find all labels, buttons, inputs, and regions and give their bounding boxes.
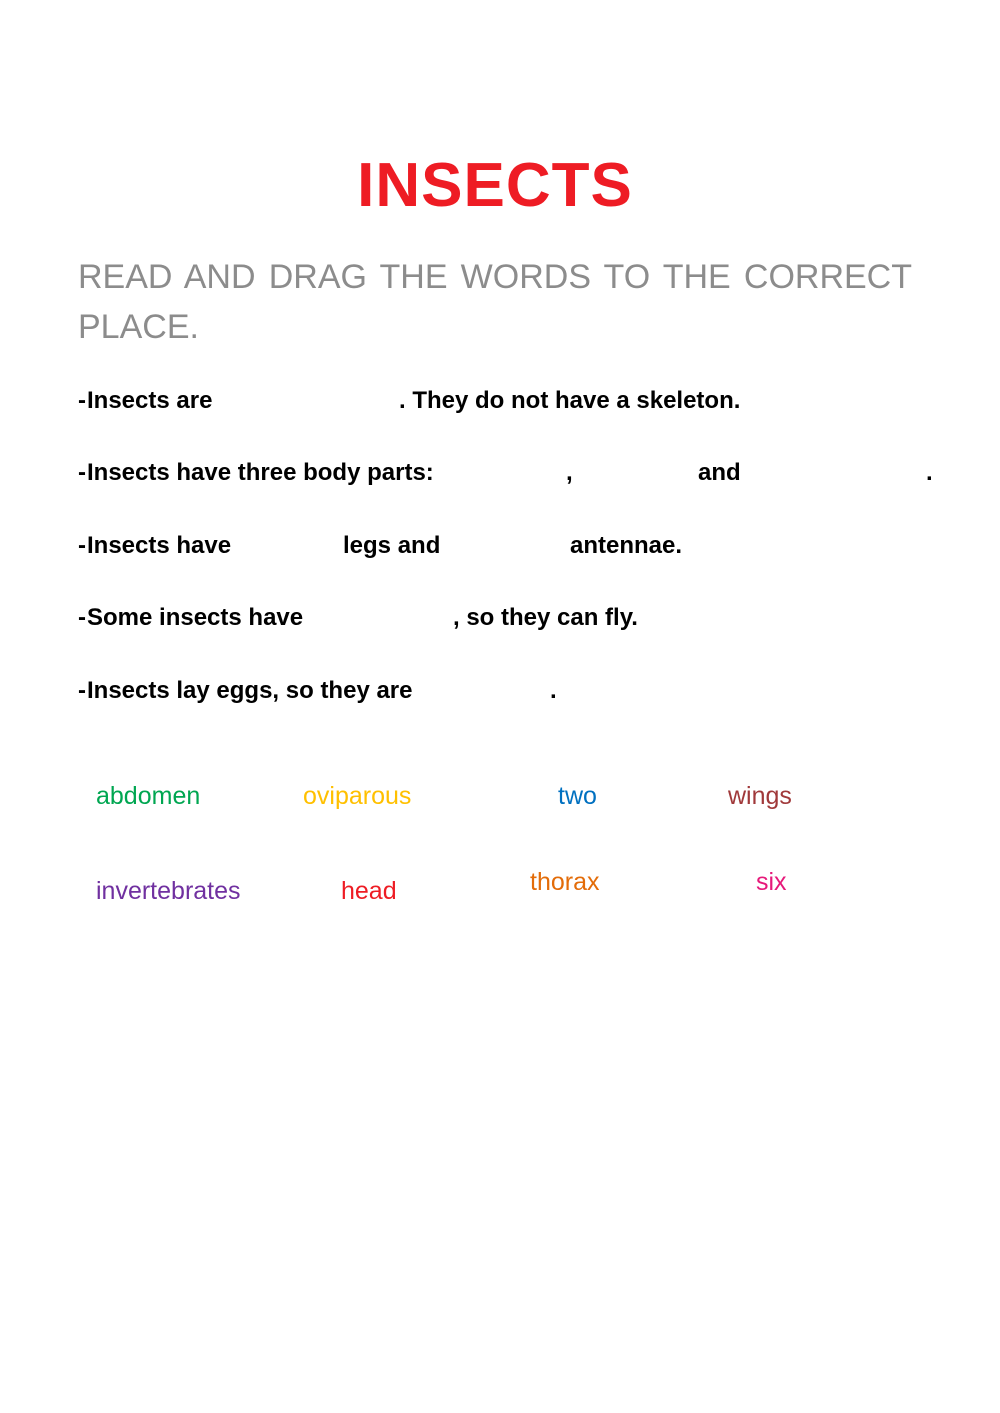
drop-slot[interactable] (470, 459, 560, 487)
draggable-word-abdomen[interactable]: abdomen (96, 782, 201, 810)
sentence-text: . (550, 677, 557, 704)
sentence-text: . (926, 459, 933, 486)
sentence-dash: - (78, 604, 86, 631)
drop-slot[interactable] (752, 459, 922, 487)
sentence-dash: - (78, 532, 86, 559)
drop-slot[interactable] (320, 604, 450, 632)
sentence-text: antennae. (570, 532, 683, 559)
drop-slot[interactable] (244, 532, 339, 560)
draggable-word-wings[interactable]: wings (728, 782, 792, 810)
sentence-5 (78, 675, 678, 707)
draggable-word-oviparous[interactable]: oviparous (303, 782, 412, 810)
sentence-text: Some insects have (87, 604, 304, 631)
draggable-word-six[interactable]: six (756, 868, 787, 896)
sentence-4 (78, 602, 778, 634)
drop-slot[interactable] (450, 532, 565, 560)
sentence-3 (78, 530, 778, 562)
sentence-text: Insects have (87, 532, 232, 559)
sentence-text: legs and (343, 532, 441, 559)
sentence-text: , (566, 459, 573, 486)
sentence-dash: - (78, 677, 86, 704)
sentence-text: . They do not have a skeleton. (399, 387, 741, 414)
sentence-dash: - (78, 387, 86, 414)
sentence-text: and (698, 459, 741, 486)
sentence-dash: - (78, 459, 86, 486)
drop-slot[interactable] (436, 677, 546, 705)
instruction-text: READ AND DRAG THE WORDS TO THE CORRECT PLACE. (78, 258, 912, 346)
sentence-text: Insects lay eggs, so they are (87, 677, 413, 704)
sentence-1 (78, 385, 938, 417)
draggable-word-thorax[interactable]: thorax (530, 868, 600, 896)
sentence-text: , so they can fly. (453, 604, 638, 631)
drop-slot[interactable] (584, 459, 694, 487)
sentence-2 (78, 457, 948, 489)
draggable-word-two[interactable]: two (558, 782, 597, 810)
draggable-word-invertebrates[interactable]: invertebrates (96, 877, 241, 905)
sentence-text: Insects are (87, 387, 213, 414)
sentence-text: Insects have three body parts: (87, 459, 434, 486)
page-title: INSECTS (357, 151, 633, 220)
drop-slot[interactable] (228, 387, 393, 415)
draggable-word-head[interactable]: head (341, 877, 397, 905)
